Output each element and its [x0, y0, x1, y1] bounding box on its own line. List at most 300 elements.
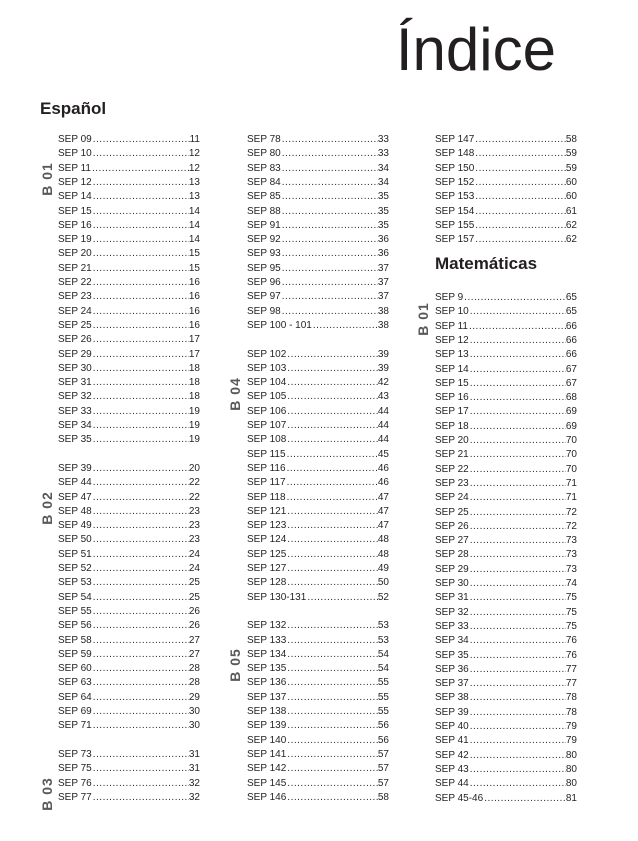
index-entry: [247, 449, 389, 460]
entry-sep-label: SEP 136: [247, 677, 287, 689]
entry-sep-label: SEP 147: [435, 134, 475, 145]
entry-sep-label: SEP 108: [247, 434, 287, 446]
entry-page-number: 18: [188, 362, 200, 374]
dot-leader: [92, 134, 190, 145]
entry-page-number: 57: [377, 748, 389, 760]
dot-leader: [469, 678, 566, 689]
entry-sep-label: SEP 97: [247, 291, 281, 303]
dot-leader: [469, 306, 566, 317]
entry-page-number: 66: [565, 320, 577, 332]
entry-sep-label: SEP 140: [247, 734, 287, 746]
entry-page-number: 52: [377, 591, 389, 603]
section-heading: Matemáticas: [435, 254, 538, 273]
dot-leader: [92, 592, 189, 603]
entry-page-number: 28: [188, 677, 200, 689]
entry-sep-label: SEP 11: [435, 320, 468, 332]
dot-leader: [281, 263, 378, 274]
entry-sep-label: SEP 64: [58, 691, 92, 703]
section-heading: Español: [40, 99, 107, 118]
entry-page-number: 18: [188, 377, 200, 389]
index-entry: [247, 248, 389, 259]
index-entry: [247, 263, 389, 274]
entry-sep-label: SEP 26: [58, 334, 92, 346]
dot-leader: [286, 706, 378, 717]
index-entry: [247, 635, 389, 646]
dot-leader: [92, 563, 189, 574]
index-entry: [247, 406, 389, 417]
dot-leader: [469, 750, 566, 761]
index-entry: [58, 349, 200, 360]
index-entry: [247, 463, 389, 474]
entry-page-number: 39: [377, 348, 389, 360]
entry-sep-label: SEP 152: [435, 176, 475, 188]
dot-leader: [469, 764, 566, 775]
dot-leader: [286, 692, 378, 703]
entry-page-number: 11: [189, 134, 200, 145]
entry-page-number: 34: [377, 162, 389, 174]
dot-leader: [281, 291, 378, 302]
entry-sep-label: SEP 133: [247, 634, 287, 646]
dot-leader: [469, 621, 566, 632]
entry-page-number: 15: [188, 248, 200, 260]
entry-sep-label: SEP 49: [58, 520, 92, 532]
entry-sep-label: SEP 15: [435, 377, 469, 389]
entry-page-number: 16: [188, 277, 200, 288]
dot-leader: [483, 793, 566, 804]
entry-page-number: 56: [377, 720, 389, 732]
entry-sep-label: SEP 27: [435, 535, 469, 547]
entry-sep-label: SEP 100 - 101: [247, 319, 312, 331]
index-entry: [58, 692, 200, 703]
dot-leader: [474, 163, 566, 174]
entry-sep-label: SEP 25: [58, 319, 92, 331]
entry-sep-label: SEP 78: [247, 134, 281, 145]
entry-page-number: 54: [377, 663, 389, 675]
entry-sep-label: SEP 18: [435, 420, 469, 432]
dot-leader: [469, 564, 566, 575]
entry-page-number: 70: [565, 449, 577, 461]
entry-sep-label: SEP 125: [247, 548, 287, 560]
entry-page-number: 26: [188, 620, 200, 632]
entry-sep-label: SEP 9: [435, 292, 464, 303]
entry-sep-label: SEP 138: [247, 706, 287, 717]
entry-page-number: 24: [188, 548, 200, 560]
entry-page-number: 24: [188, 563, 200, 574]
entry-page-number: 23: [188, 505, 200, 517]
dot-leader: [469, 692, 566, 703]
entry-sep-label: SEP 145: [247, 777, 287, 789]
index-entry: [58, 649, 200, 660]
entry-sep-label: SEP 48: [58, 505, 92, 517]
index-entry: [435, 607, 577, 618]
entry-page-number: 78: [565, 692, 577, 704]
entry-page-number: 35: [377, 205, 389, 217]
index-entry: [247, 148, 389, 159]
entry-page-number: 72: [565, 520, 577, 532]
dot-leader: [92, 720, 189, 731]
entry-sep-label: SEP 35: [58, 434, 92, 446]
entry-sep-label: SEP 106: [247, 405, 287, 417]
entry-page-number: 68: [565, 392, 577, 404]
index-entry: [58, 563, 200, 574]
entry-sep-label: SEP 104: [247, 377, 287, 389]
dot-leader: [286, 492, 378, 503]
entry-sep-label: SEP 53: [58, 577, 92, 589]
entry-sep-label: SEP 34: [435, 635, 469, 647]
dot-leader: [469, 735, 566, 746]
entry-sep-label: SEP 121: [247, 505, 287, 517]
entry-page-number: 15: [188, 262, 200, 274]
entry-page-number: 42: [377, 377, 389, 389]
entry-page-number: 18: [188, 391, 200, 403]
index-entry: [58, 134, 200, 145]
index-entry: [435, 650, 577, 661]
entry-sep-label: SEP 60: [58, 663, 92, 675]
dot-leader: [286, 477, 378, 488]
index-entry: [435, 621, 577, 632]
dot-leader: [92, 277, 189, 288]
entry-page-number: 79: [565, 735, 577, 747]
entry-page-number: 34: [377, 176, 389, 188]
entry-sep-label: SEP 128: [247, 577, 287, 589]
entry-page-number: 27: [188, 648, 200, 660]
dot-leader: [469, 721, 566, 732]
dot-leader: [92, 306, 189, 317]
dot-leader: [92, 477, 189, 488]
entry-sep-label: SEP 28: [435, 549, 469, 561]
entry-sep-label: SEP 130-131: [247, 591, 307, 603]
dot-leader: [306, 592, 378, 603]
index-entry: [247, 592, 389, 603]
entry-sep-label: SEP 54: [58, 591, 92, 603]
entry-page-number: 17: [188, 334, 200, 346]
index-entry: [247, 434, 389, 445]
index-entry: [247, 363, 389, 374]
entry-sep-label: SEP 59: [58, 648, 92, 660]
index-entry: [435, 521, 577, 532]
entry-sep-label: SEP 123: [247, 520, 287, 532]
index-entry: [58, 263, 200, 274]
index-entry: [435, 234, 577, 245]
entry-page-number: 30: [188, 706, 200, 717]
dot-leader: [469, 435, 566, 446]
dot-leader: [474, 134, 566, 145]
entry-sep-label: SEP 31: [435, 592, 469, 604]
index-entry: [435, 592, 577, 603]
index-entry: [247, 677, 389, 688]
entry-sep-label: SEP 56: [58, 620, 92, 632]
entry-sep-label: SEP 20: [435, 435, 469, 446]
entry-page-number: 70: [565, 463, 577, 475]
entry-page-number: 45: [377, 448, 389, 460]
entry-sep-label: SEP 10: [435, 306, 469, 318]
dot-leader: [91, 163, 189, 174]
dot-leader: [281, 177, 378, 188]
entry-sep-label: SEP 157: [435, 234, 475, 246]
index-entry: [435, 134, 577, 145]
index-entry: [58, 506, 200, 517]
dot-leader: [281, 134, 378, 145]
dot-leader: [92, 177, 189, 188]
dot-leader: [92, 620, 189, 631]
index-entry: [58, 320, 200, 331]
dot-leader: [286, 391, 378, 402]
index-entry: [58, 620, 200, 631]
index-entry: [435, 678, 577, 689]
dot-leader: [469, 778, 566, 789]
entry-page-number: 31: [188, 748, 200, 760]
index-entry: [58, 334, 200, 345]
dot-leader: [92, 220, 189, 231]
entry-sep-label: SEP 31: [58, 377, 92, 389]
entry-page-number: 60: [565, 191, 577, 203]
entry-page-number: 25: [188, 591, 200, 603]
entry-page-number: 55: [377, 706, 389, 717]
dot-leader: [92, 320, 189, 331]
index-entry: [58, 291, 200, 302]
entry-sep-label: SEP 41: [435, 735, 469, 747]
entry-page-number: 35: [377, 219, 389, 231]
index-entry: [435, 449, 577, 460]
dot-leader: [286, 735, 378, 746]
dot-leader: [92, 349, 189, 360]
index-entry: [58, 248, 200, 259]
entry-page-number: 75: [565, 606, 577, 618]
dot-leader: [286, 778, 378, 789]
index-entry: [435, 721, 577, 732]
index-entry: [58, 549, 200, 560]
entry-page-number: 59: [565, 162, 577, 174]
index-entry: [435, 707, 577, 718]
dot-leader: [281, 234, 378, 245]
index-entry: [58, 606, 200, 617]
index-entry: [247, 720, 389, 731]
index-entry: [435, 464, 577, 475]
entry-page-number: 75: [565, 592, 577, 604]
dot-leader: [92, 692, 189, 703]
entry-sep-label: SEP 19: [58, 234, 92, 246]
entry-sep-label: SEP 132: [247, 620, 287, 632]
entry-page-number: 71: [565, 492, 577, 504]
dot-leader: [469, 650, 566, 661]
entry-page-number: 57: [377, 763, 389, 775]
entry-sep-label: SEP 21: [435, 449, 469, 461]
dot-leader: [286, 420, 378, 431]
index-entry: [58, 377, 200, 388]
dot-leader: [286, 463, 378, 474]
entry-sep-label: SEP 77: [58, 791, 92, 803]
entry-page-number: 14: [188, 234, 200, 246]
index-entry: [435, 507, 577, 518]
dot-leader: [469, 549, 566, 560]
entry-sep-label: SEP 75: [58, 763, 92, 775]
dot-leader: [92, 463, 189, 474]
block-label: B 04: [227, 376, 243, 411]
dot-leader: [469, 707, 566, 718]
entry-page-number: 80: [565, 763, 577, 775]
dot-leader: [474, 148, 566, 159]
dot-leader: [468, 321, 566, 332]
entry-sep-label: SEP 10: [58, 148, 92, 160]
entry-page-number: 57: [377, 777, 389, 789]
entry-sep-label: SEP 45-46: [435, 792, 484, 804]
dot-leader: [92, 191, 189, 202]
entry-sep-label: SEP 33: [58, 405, 92, 417]
entry-page-number: 59: [565, 148, 577, 160]
entry-page-number: 74: [565, 578, 577, 589]
entry-page-number: 14: [188, 219, 200, 231]
dot-leader: [474, 220, 566, 231]
entry-sep-label: SEP 71: [58, 720, 92, 732]
entry-page-number: 73: [565, 535, 577, 547]
dot-leader: [474, 234, 566, 245]
entry-page-number: 12: [188, 162, 200, 174]
index-entry: [58, 420, 200, 431]
entry-sep-label: SEP 16: [435, 392, 469, 404]
entry-sep-label: SEP 127: [247, 563, 287, 574]
dot-leader: [286, 377, 378, 388]
entry-sep-label: SEP 39: [58, 462, 92, 474]
dot-leader: [286, 563, 378, 574]
entry-sep-label: SEP 142: [247, 763, 287, 775]
entry-sep-label: SEP 95: [247, 262, 281, 274]
index-entry: [58, 577, 200, 588]
entry-page-number: 77: [565, 678, 577, 690]
dot-leader: [474, 177, 566, 188]
entry-sep-label: SEP 37: [435, 678, 469, 690]
index-entry: [435, 793, 577, 804]
index-entry: [435, 435, 577, 446]
block-label: B 03: [39, 777, 55, 811]
dot-leader: [469, 464, 566, 475]
index-entry: [58, 677, 200, 688]
dot-leader: [286, 406, 378, 417]
entry-sep-label: SEP 88: [247, 205, 281, 217]
dot-leader: [92, 763, 189, 774]
entry-page-number: 37: [377, 291, 389, 303]
entry-sep-label: SEP 42: [435, 749, 469, 761]
dot-leader: [92, 606, 189, 617]
entry-page-number: 43: [377, 391, 389, 403]
entry-sep-label: SEP 44: [58, 477, 92, 489]
index-entry: [247, 749, 389, 760]
entry-page-number: 37: [377, 277, 389, 288]
index-entry: [58, 148, 200, 159]
entry-sep-label: SEP 30: [58, 362, 92, 374]
dot-leader: [469, 449, 566, 460]
entry-page-number: 46: [377, 462, 389, 474]
entry-sep-label: SEP 24: [435, 492, 469, 504]
entry-sep-label: SEP 14: [435, 363, 469, 375]
entry-page-number: 62: [565, 234, 577, 246]
entry-sep-label: SEP 141: [247, 748, 287, 760]
dot-leader: [286, 720, 378, 731]
entry-sep-label: SEP 32: [435, 606, 469, 618]
entry-sep-label: SEP 115: [247, 448, 286, 460]
entry-sep-label: SEP 139: [247, 720, 287, 732]
dot-leader: [92, 663, 189, 674]
dot-leader: [474, 191, 566, 202]
index-entry: [58, 306, 200, 317]
entry-sep-label: SEP 55: [58, 605, 92, 617]
entry-page-number: 58: [565, 134, 577, 145]
entry-page-number: 72: [565, 506, 577, 518]
page-title: Índice: [395, 16, 556, 83]
entry-sep-label: SEP 85: [247, 191, 281, 203]
entry-page-number: 33: [377, 148, 389, 160]
index-entry: [435, 492, 577, 503]
dot-leader: [286, 763, 378, 774]
entry-page-number: 58: [377, 791, 389, 803]
entry-sep-label: SEP 14: [58, 191, 92, 203]
dot-leader: [281, 206, 378, 217]
block-label: B 02: [39, 491, 55, 525]
dot-leader: [92, 520, 189, 531]
entry-page-number: 35: [377, 191, 389, 203]
entry-page-number: 44: [377, 434, 389, 446]
index-entry: [247, 277, 389, 288]
entry-sep-label: SEP 58: [58, 634, 92, 646]
index-entry: [247, 663, 389, 674]
entry-page-number: 79: [565, 721, 577, 732]
entry-page-number: 47: [377, 491, 389, 503]
entry-page-number: 53: [377, 634, 389, 646]
index-entry: [247, 577, 389, 588]
dot-leader: [286, 577, 378, 588]
dot-leader: [469, 635, 566, 646]
entry-page-number: 73: [565, 563, 577, 575]
entry-sep-label: SEP 16: [58, 219, 92, 231]
dot-leader: [286, 349, 378, 360]
entry-page-number: 19: [188, 434, 200, 446]
index-entry: [247, 520, 389, 531]
dot-leader: [469, 421, 566, 432]
index-entry: [247, 291, 389, 302]
entry-sep-label: SEP 155: [435, 219, 475, 231]
entry-sep-label: SEP 23: [435, 477, 469, 489]
dot-leader: [92, 363, 189, 374]
index-entry: [247, 506, 389, 517]
entry-sep-label: SEP 34: [58, 420, 92, 431]
index-entry: [435, 692, 577, 703]
entry-sep-label: SEP 22: [58, 277, 92, 288]
index-entry: [58, 206, 200, 217]
dot-leader: [469, 349, 566, 360]
entry-page-number: 69: [565, 406, 577, 418]
entry-page-number: 66: [565, 349, 577, 361]
entry-sep-label: SEP 21: [58, 262, 92, 274]
index-entry: [58, 792, 200, 803]
dot-leader: [92, 534, 189, 545]
entry-page-number: 71: [565, 477, 577, 489]
index-entry: [58, 663, 200, 674]
index-entry: [435, 177, 577, 188]
entry-page-number: 22: [188, 477, 200, 489]
index-entry: [58, 492, 200, 503]
entry-page-number: 38: [377, 305, 389, 317]
entry-sep-label: SEP 134: [247, 648, 287, 660]
dot-leader: [92, 377, 189, 388]
entry-page-number: 44: [377, 420, 389, 431]
entry-sep-label: SEP 73: [58, 748, 92, 760]
block-label: B 01: [415, 302, 431, 336]
entry-page-number: 49: [377, 563, 389, 574]
entry-page-number: 13: [188, 176, 200, 188]
entry-page-number: 28: [188, 663, 200, 675]
block-label: B 05: [227, 648, 243, 682]
dot-leader: [469, 592, 566, 603]
entry-sep-label: SEP 107: [247, 420, 287, 431]
